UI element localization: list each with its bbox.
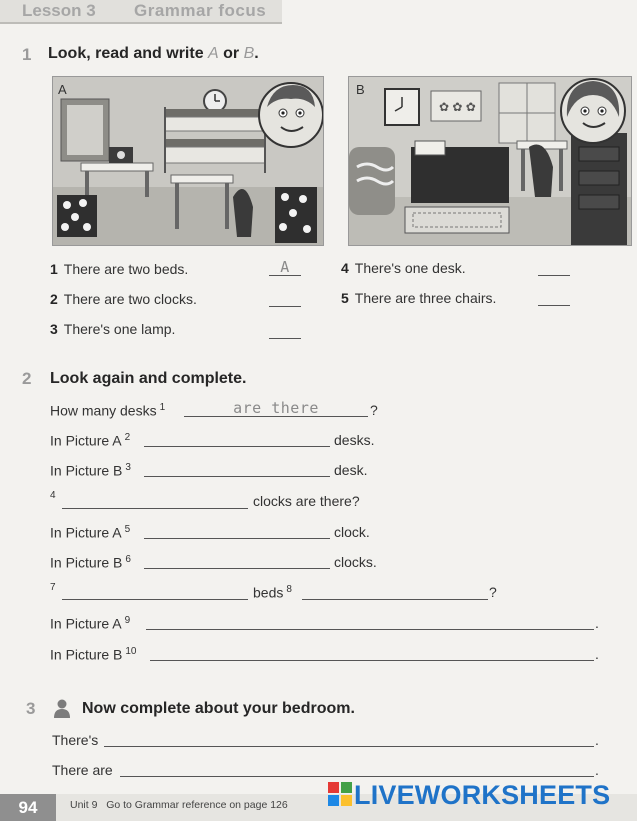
- exercise-2-line-9-label: In Picture A $^9$: [50, 615, 131, 632]
- exercise-3-answer-2[interactable]: [120, 761, 594, 777]
- exercise-2-answer-8[interactable]: [302, 584, 488, 600]
- exercise-2-line-7-end: ?: [489, 584, 497, 600]
- lesson-topic: Grammar focus: [134, 1, 267, 20]
- exercise-2-line-6-end: clocks.: [334, 554, 377, 570]
- exercise-2-line-7-mid: beds $^8$: [253, 584, 292, 601]
- exercise-1-number: 1: [22, 45, 32, 64]
- exercise-2-answer-10[interactable]: [150, 645, 594, 661]
- bedroom-b-illustration: [349, 77, 631, 245]
- exercise-1-item-3: 3 There's one lamp.: [50, 321, 176, 337]
- exercise-2-line-2-end: desks.: [334, 432, 375, 448]
- lesson-number: Lesson 3: [22, 1, 96, 20]
- exercise-1-answer-3[interactable]: [269, 322, 301, 339]
- exercise-2-line-7-number: 7: [50, 582, 56, 593]
- exercise-3-line-2-label: There are: [52, 762, 113, 778]
- exercise-2-answer-1[interactable]: are there: [184, 400, 368, 417]
- exercise-2-line-1-label: How many desks $^1$: [50, 402, 166, 419]
- exercise-2-line-5-label: In Picture A $^5$: [50, 524, 131, 541]
- liveworksheets-logo-icon: [328, 782, 352, 806]
- exercise-2-line-4-end: clocks are there?: [253, 493, 360, 509]
- exercise-1-title: Look, read and write A or B.: [48, 45, 259, 62]
- exercise-1-answer-2[interactable]: [269, 290, 301, 307]
- footer-reference: Unit 9 Go to Grammar reference on page 126: [70, 799, 288, 811]
- exercise-2-line-10-label: In Picture B $^{10}$: [50, 646, 137, 663]
- exercise-2-line-1-end: ?: [370, 402, 378, 418]
- exercise-2-line-10-end: .: [595, 646, 599, 662]
- exercise-2-answer-3[interactable]: [144, 461, 330, 477]
- exercise-2-answer-4[interactable]: [62, 493, 248, 509]
- exercise-2-line-9-end: .: [595, 615, 599, 631]
- picture-a: [52, 76, 324, 246]
- exercise-2-title: Look again and complete.: [50, 370, 247, 387]
- svg-text:✿ ✿ ✿: ✿ ✿ ✿: [439, 100, 476, 114]
- exercise-2-line-3-label: In Picture B $^3$: [50, 462, 131, 479]
- exercise-2-line-4-number: 4: [50, 490, 56, 501]
- picture-b-label: B: [356, 82, 365, 97]
- exercise-3-line-2-end: .: [595, 762, 599, 778]
- exercise-2-number: 2: [22, 369, 32, 388]
- exercise-1-item-1: 1 There are two beds.: [50, 261, 189, 277]
- exercise-1-item-4: 4 There's one desk.: [341, 260, 466, 276]
- exercise-1-answer-4[interactable]: [538, 259, 570, 276]
- exercise-2-line-6-label: In Picture B $^6$: [50, 554, 131, 571]
- exercise-2-answer-2[interactable]: [144, 431, 330, 447]
- exercise-2-answer-5[interactable]: [144, 523, 330, 539]
- person-icon: [52, 698, 72, 718]
- exercise-3-line-1-end: .: [595, 732, 599, 748]
- exercise-2-line-2-label: In Picture A $^2$: [50, 432, 131, 449]
- exercise-3-number: 3: [26, 699, 36, 718]
- exercise-2-answer-9[interactable]: [146, 614, 594, 630]
- liveworksheets-brand[interactable]: LIVEWORKSHEETS: [354, 780, 611, 810]
- exercise-1-item-2: 2 There are two clocks.: [50, 291, 197, 307]
- page-number: 94: [0, 794, 56, 821]
- exercise-2-answer-6[interactable]: [144, 553, 330, 569]
- exercise-1-item-5: 5 There are three chairs.: [341, 290, 497, 306]
- exercise-1-answer-5[interactable]: [538, 289, 570, 306]
- exercise-1-answer-1[interactable]: A: [269, 259, 301, 276]
- exercise-2-answer-7[interactable]: [62, 584, 248, 600]
- picture-b: [348, 76, 632, 246]
- picture-a-label: A: [58, 82, 67, 97]
- exercise-3-answer-1[interactable]: [104, 731, 594, 747]
- exercise-3-line-1-label: There's: [52, 732, 99, 748]
- bedroom-a-illustration: [53, 77, 323, 245]
- exercise-2-line-3-end: desk.: [334, 462, 368, 478]
- exercise-2-line-5-end: clock.: [334, 524, 370, 540]
- exercise-3-title: Now complete about your bedroom.: [82, 700, 355, 717]
